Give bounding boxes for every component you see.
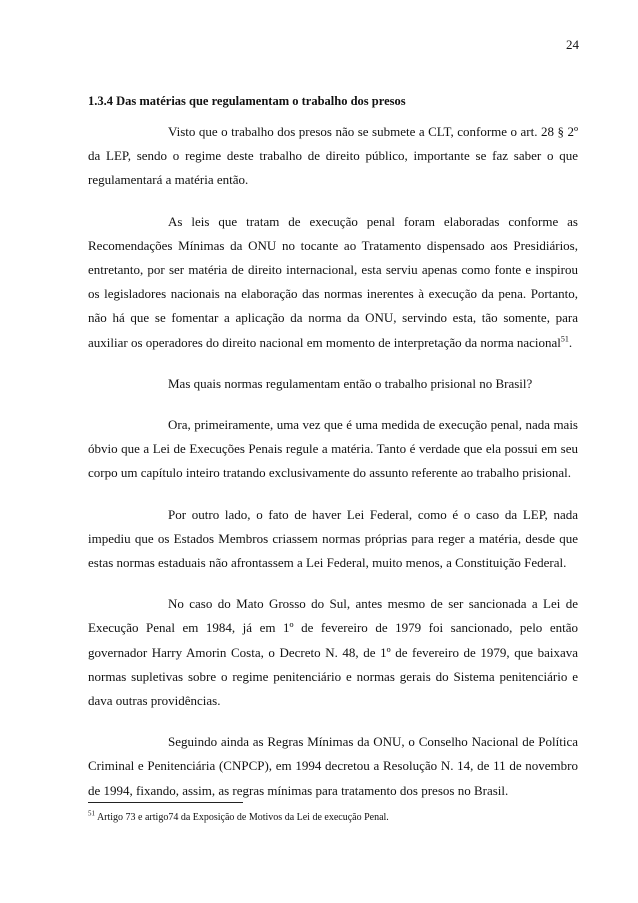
footnote	[88, 811, 578, 824]
paragraph-tail: .	[568, 334, 573, 350]
page-content	[88, 91, 578, 820]
paragraph-4	[88, 413, 578, 486]
paragraph-2	[88, 210, 578, 355]
paragraph-text: Por outro lado, o fato de haver Lei Federal, como é o caso da LEP, nada impediu que os Estados Membros criassem normas próprias para reger a matéria, desde que estas normas estaduais não afrontassem a Lei Federal, muito menos, a Constituição Federal.	[88, 506, 578, 571]
paragraph-text: Seguindo ainda as Regras Mínimas da ONU, o Conselho Nacional de Política Criminal e Penitenciária (CNPCP), em 1994 decretou a Resolução N. 14, de 11 de novembro de 1994, fixando, assim, as regras mínimas para tratamento dos presos no Brasil.	[88, 734, 578, 798]
paragraph-7	[88, 730, 578, 803]
paragraph-3	[88, 372, 578, 396]
footnote-text: Artigo 73 e artigo74 da Exposição de Motivos da Lei de execução Penal.	[95, 812, 389, 823]
paragraph-5	[88, 503, 578, 576]
paragraph-text: Visto que o trabalho dos presos não se submete a CLT, conforme o art. 28 § 2º da LEP, sendo o regime deste trabalho de direito público, importante se faz saber o que regulamentará a matéria então.	[88, 124, 578, 188]
footnote-number: 51	[88, 809, 95, 818]
paragraph-text: Mas quais normas regulamentam então o trabalho prisional no Brasil?	[168, 375, 533, 391]
footnote-divider	[88, 802, 243, 803]
paragraph-1	[88, 120, 578, 193]
paragraph-6	[88, 592, 578, 713]
paragraph-text: Ora, primeiramente, uma vez que é uma medida de execução penal, nada mais óbvio que a Lei de Execuções Penais regule a matéria. Tanto é verdade que ela possui em seu corpo um capítulo inteiro tratando exclusivamente do assunto referente ao trabalho prisional.	[88, 417, 578, 481]
page-number: 24	[566, 37, 579, 52]
footnote-reference[interactable]: 51	[560, 334, 569, 344]
paragraph-text: As leis que tratam de execução penal foram elaboradas conforme as Recomendações Mínimas da ONU no tocante ao Tratamento dispensado aos Presidiários, entretanto, por ser matéria de direito internacional, esta serviu apenas como fonte e inspirou os legisladores nacionais na elaboração das normas inerentes à execução da pena. Portanto, não há que se fomentar a aplicação da norma da ONU, servindo esta, tão somente, para auxiliar os operadores do direito nacional em momento de interpretação da norma nacional	[88, 213, 578, 350]
paragraph-text: No caso do Mato Grosso do Sul, antes mesmo de ser sancionada a Lei de Execução Penal em 1984, já em 1º de fevereiro de 1979 foi sancionado, pelo então governador Harry Amorin Costa, o Decreto N. 48, de 1º de fevereiro de 1979, que baixava normas supletivas sobre o regime penitenciário e normas gerais do Sistema penitenciário e dava outras providências.	[88, 596, 578, 709]
section-heading: 1.3.4 Das matérias que regulamentam o trabalho dos presos	[88, 94, 406, 108]
